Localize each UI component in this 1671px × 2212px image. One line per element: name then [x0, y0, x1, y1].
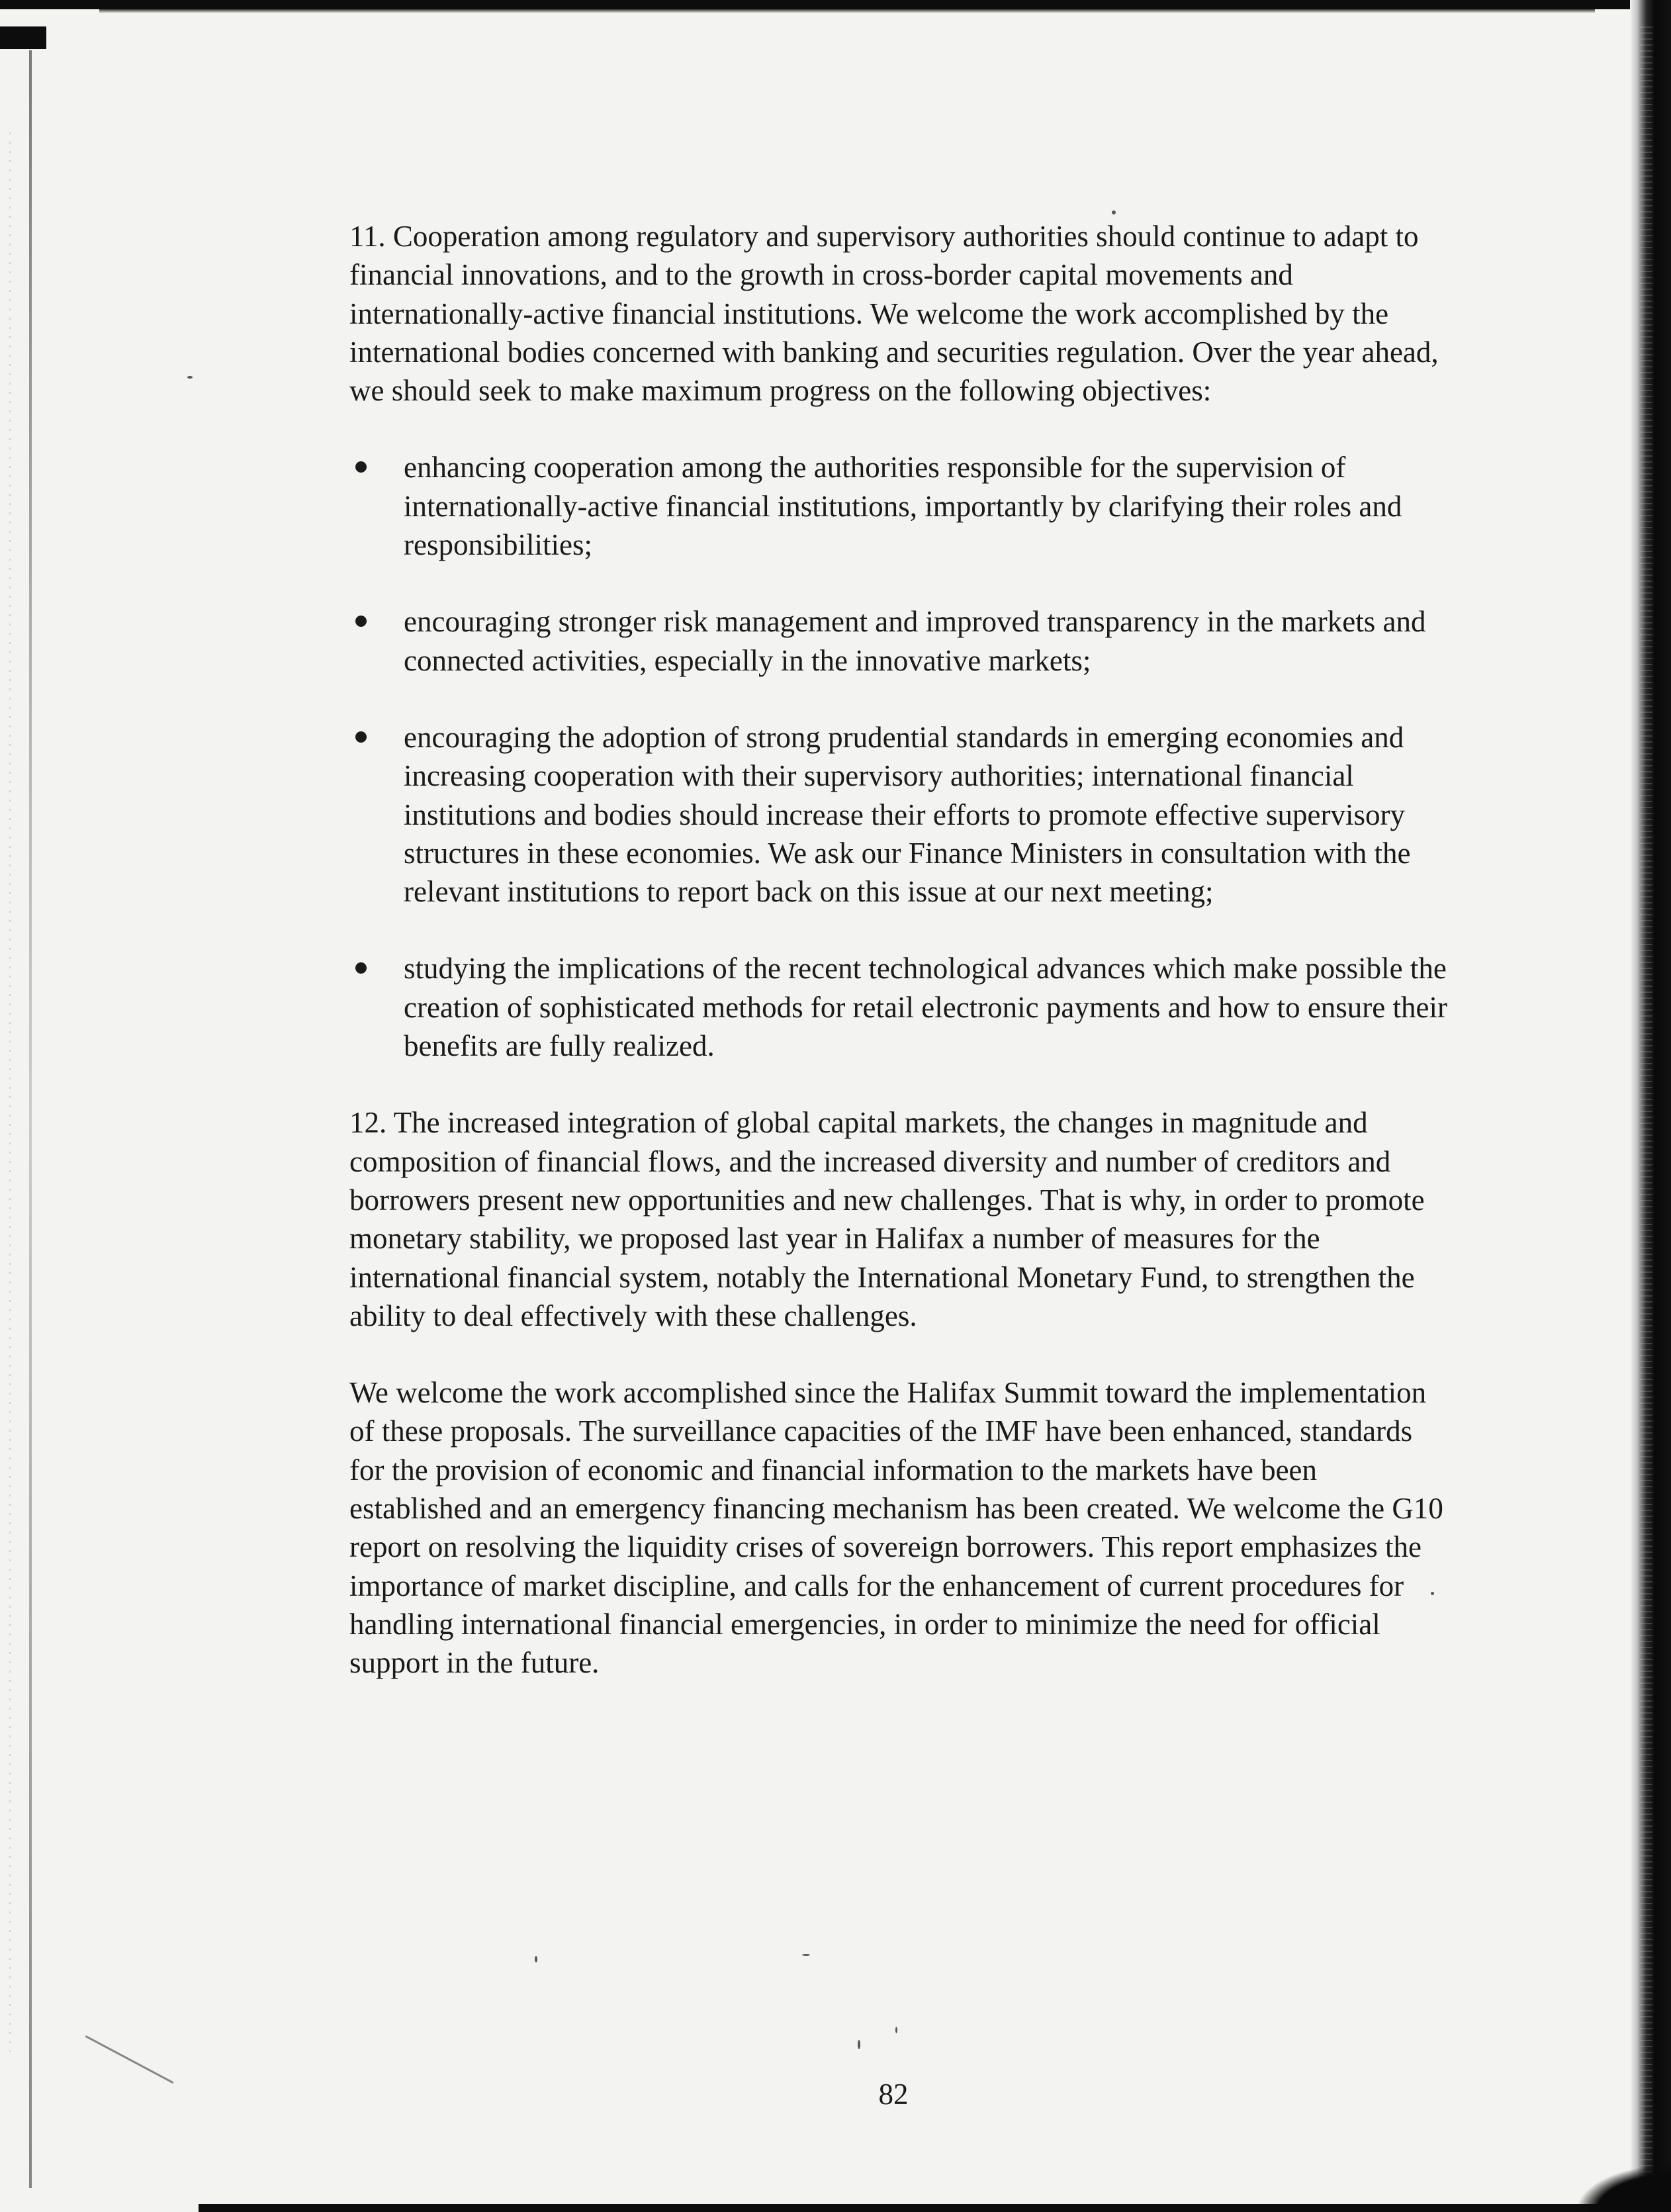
scan-stray-mark [85, 2035, 174, 2084]
bullet-icon [355, 616, 367, 627]
list-item [349, 448, 1448, 564]
bullet-icon [355, 962, 367, 974]
list-item-text: encouraging the adoption of strong prudential standards in emerging economies and increasing cooperation with their supervisory authorities; international financial institutions and bodies should increase their efforts to promote effective supervisory structures in these economies. We ask our Finance Ministers in consultation with the relevant institutions to report back on this issue at our next meeting; [404, 720, 1411, 909]
list-item [349, 949, 1448, 1065]
bullet-icon [355, 731, 367, 743]
scan-speck [535, 1956, 537, 1962]
scan-edge-left-line [29, 50, 32, 2188]
list-item [349, 718, 1448, 911]
scan-speck [802, 1954, 810, 1956]
paragraph-12-continued: We welcome the work accomplished since the Halifax Summit toward the implementation of these proposals. The surveillance capacities of the IMF have been enhanced, standards for the provision of economic and financial information to the markets have been established and an emergency financing mechanism has been created. We welcome the G10 report on resolving the liquidity crises of sovereign borrowers. This report emphasizes the importance of market discipline, and calls for the enhancement of current procedures for handling international financial emergencies, in order to minimize the need for official support in the future. [349, 1376, 1443, 1680]
scan-edge-right-noise [1641, 26, 1652, 2184]
scan-speck [858, 2040, 860, 2049]
scan-edge-bottom [199, 2204, 1671, 2212]
paragraph-12: 12. The increased integration of global capital markets, the changes in magnitude and composition of financial flows, and the increased diversity and number of creditors and borrowers present new opportunities and new challenges. That is why, in order to promote monetary stability, we proposed last year in Halifax a number of measures for the international financial system, notably the International Monetary Fund, to strengthen the ability to deal effectively with these challenges. [349, 1106, 1425, 1332]
list-item [349, 602, 1448, 680]
paragraph-11: 11. Cooperation among regulatory and supervisory authorities should continue to adapt to financial innovations, and to the growth in cross-border capital movements and internationally-active financial institutions. We welcome the work accomplished by the international bodies concerned with banking and securities regulation. Over the year ahead, we should seek to make maximum progress on the following objectives: [349, 220, 1439, 408]
bullet-icon [355, 461, 367, 473]
list-item-text: enhancing cooperation among the authorities responsible for the supervision of internationally-active financial institutions, importantly by clarifying their roles and responsibilities; [404, 451, 1402, 562]
list-item-text: studying the implications of the recent technological advances which make possible the creation of sophisticated methods for retail electronic payments and how to ensure their benefits are fully realized. [404, 952, 1447, 1063]
scan-edge-left-dots [9, 132, 11, 2052]
page-number: 82 [878, 2078, 909, 2111]
scan-speck [895, 2027, 897, 2033]
list-item-text: encouraging stronger risk management and improved transparency in the markets and connected activities, especially in the innovative markets; [404, 605, 1426, 677]
scan-edge-top-shadow [99, 9, 1595, 13]
scan-page-curl [1575, 2164, 1671, 2212]
objectives-list [349, 448, 1448, 1065]
scan-speck [187, 376, 193, 379]
document-body [349, 217, 1448, 1682]
scan-edge-top [0, 0, 1671, 9]
scan-speck [1112, 210, 1116, 214]
scan-edge-left-mark [0, 26, 46, 49]
